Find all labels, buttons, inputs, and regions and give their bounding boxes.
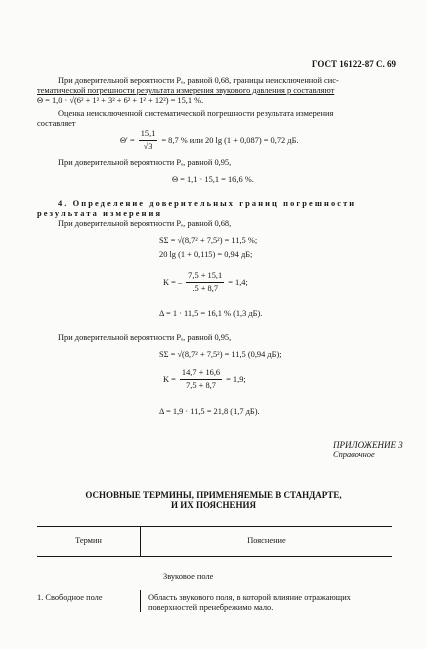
paragraph-estimate-line1: Оценка неисключенной систематической погрешности результата измерения (58, 109, 334, 118)
eq3-db: 20 lg (1 + 0,115) = 0,94 дБ; (159, 250, 253, 259)
eq3-sigma: SΣ = √(8,7² + 7,5²) = 11,5 %; (159, 236, 258, 245)
table-row1-explanation-line2: поверхностей пренебрежимо мало. (148, 603, 274, 612)
eq3-k-denominator: .5 + 8,7 (192, 284, 219, 294)
table-col-explanation: Пояснение (247, 536, 286, 545)
section-title-line1: ОСНОВНЫЕ ТЕРМИНЫ, ПРИМЕНЯЕМЫЕ В СТАНДАРТЕ, (85, 490, 342, 500)
eq4-k-lhs: K = (163, 374, 176, 384)
table-top-rule (37, 526, 392, 527)
eq4-sigma: SΣ = √(8,7² + 7,5²) = 11,5 (0,94 дБ); (159, 350, 282, 359)
eq4-k-fraction (180, 368, 222, 391)
eq3-delta: Δ = 1 · 11,5 = 16,1 % (1,3 дБ). (159, 309, 263, 318)
eq3-k-numerator: 7,5 + 15,1 (186, 271, 224, 283)
paragraph-estimate-line2: составляет (37, 119, 76, 128)
eq3-k-fraction (186, 271, 224, 294)
equation-theta-095: Θ = 1,1 · 15,1 = 16,6 %. (172, 175, 254, 184)
section4-heading-line1: 4. Определение доверительных границ погрешности (58, 199, 357, 208)
theta-formula: Θ = 1,0 · √(6² + 1² + 3² + 6² + 1² + 12²) = 15,1 %. (37, 96, 204, 105)
section-title-line2: И ИХ ПОЯСНЕНИЯ (170, 500, 257, 510)
section4-heading-line2: результата измерения (37, 209, 163, 218)
paragraph-confidence-068-line2: тематической погрешности результата измерения звукового давления p составляют (37, 86, 335, 95)
table-header-rule (37, 556, 392, 557)
eq4-k-rhs: = 1,9; (226, 374, 246, 384)
eq4-k-numerator: 14,7 + 16,6 (180, 368, 222, 380)
table-group-heading: Звуковое поле (163, 572, 214, 581)
page-header: ГОСТ 16122-87 С. 69 (311, 59, 396, 69)
eq1-fraction (139, 129, 158, 152)
eq1-lhs: Θ′ = (120, 135, 135, 145)
paragraph-confidence-095: При доверительной вероятности Pₑ, равной 0,95, (58, 158, 232, 167)
section4-confidence-068: При доверительной вероятности Pₑ, равной 0,68, (58, 219, 232, 228)
paragraph-confidence-095-second: При доверительной вероятности Pₑ, равной 0,95, (58, 333, 232, 342)
eq3-k-rhs: = 1,4; (228, 277, 248, 287)
table-row1-explanation-line1: Область звукового поля, в которой влияние отражающих (148, 593, 351, 602)
eq3-k-equation (163, 271, 248, 294)
table-row-divider (140, 590, 141, 612)
eq4-k-equation (163, 368, 246, 391)
eq4-k-denominator: 7,5 + 8,7 (186, 381, 216, 391)
eq3-k-lhs: K = – (163, 277, 183, 287)
appendix-subtitle: Справочное (333, 450, 375, 459)
table-col-term: Термин (75, 536, 102, 545)
equation-theta-prime (120, 129, 298, 152)
eq1-denominator: √3 (143, 142, 153, 152)
paragraph-confidence-068-line1: При доверительной вероятности Pₑ, равной 0,68, границы неисключенной сис- (58, 76, 339, 85)
table-row1-term: 1. Свободное поле (37, 593, 103, 602)
appendix-title: ПРИЛОЖЕНИЕ 3 (333, 440, 403, 450)
eq1-rhs: = 8,7 % или 20 lg (1 + 0,087) = 0,72 дБ. (161, 135, 299, 145)
eq1-numerator: 15,1 (139, 129, 158, 141)
eq4-delta: Δ = 1,9 · 11,5 = 21,8 (1,7 дБ). (159, 407, 260, 416)
